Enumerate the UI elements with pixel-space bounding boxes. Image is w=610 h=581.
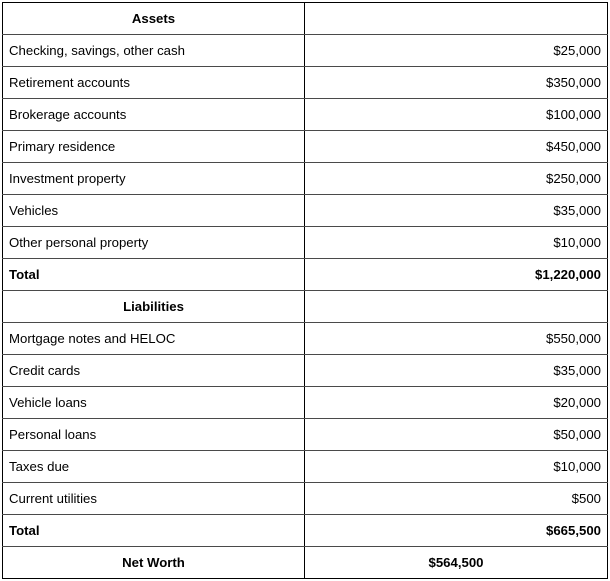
net-worth-sheet [2, 2, 607, 579]
row-value-cell [305, 291, 608, 323]
row-label-cell: Total [3, 259, 305, 291]
table-row [3, 451, 608, 483]
table-row [3, 387, 608, 419]
row-label-cell: Investment property [3, 163, 305, 195]
net-worth-table-body [3, 3, 608, 579]
row-label-cell: Total [3, 515, 305, 547]
table-row [3, 483, 608, 515]
row-label-cell: Taxes due [3, 451, 305, 483]
table-row [3, 355, 608, 387]
row-label-cell: Current utilities [3, 483, 305, 515]
row-value-cell: $10,000 [305, 451, 608, 483]
row-value-cell: $550,000 [305, 323, 608, 355]
row-label-cell: Brokerage accounts [3, 99, 305, 131]
row-value-cell: $500 [305, 483, 608, 515]
table-row [3, 131, 608, 163]
table-row [3, 419, 608, 451]
table-row [3, 227, 608, 259]
row-value-cell: $25,000 [305, 35, 608, 67]
row-label-cell: Vehicles [3, 195, 305, 227]
row-value-cell: $564,500 [305, 547, 608, 579]
row-label-cell: Credit cards [3, 355, 305, 387]
row-value-cell: $35,000 [305, 195, 608, 227]
row-value-cell: $10,000 [305, 227, 608, 259]
row-value-cell: $35,000 [305, 355, 608, 387]
row-value-cell: $250,000 [305, 163, 608, 195]
row-value-cell: $1,220,000 [305, 259, 608, 291]
row-label-cell: Other personal property [3, 227, 305, 259]
table-row [3, 35, 608, 67]
row-value-cell: $350,000 [305, 67, 608, 99]
table-row [3, 67, 608, 99]
table-row [3, 547, 608, 579]
row-label-cell: Personal loans [3, 419, 305, 451]
net-worth-table [2, 2, 608, 579]
row-label-cell: Mortgage notes and HELOC [3, 323, 305, 355]
table-row [3, 259, 608, 291]
table-row [3, 323, 608, 355]
table-row [3, 515, 608, 547]
row-label-cell: Primary residence [3, 131, 305, 163]
row-value-cell [305, 3, 608, 35]
row-value-cell: $50,000 [305, 419, 608, 451]
row-label-cell: Net Worth [3, 547, 305, 579]
row-value-cell: $20,000 [305, 387, 608, 419]
row-value-cell: $450,000 [305, 131, 608, 163]
row-label-cell: Retirement accounts [3, 67, 305, 99]
row-label-cell: Checking, savings, other cash [3, 35, 305, 67]
table-row [3, 291, 608, 323]
row-value-cell: $665,500 [305, 515, 608, 547]
table-row [3, 195, 608, 227]
row-label-cell: Liabilities [3, 291, 305, 323]
table-row [3, 3, 608, 35]
table-row [3, 99, 608, 131]
row-value-cell: $100,000 [305, 99, 608, 131]
row-label-cell: Vehicle loans [3, 387, 305, 419]
row-label-cell: Assets [3, 3, 305, 35]
table-row [3, 163, 608, 195]
